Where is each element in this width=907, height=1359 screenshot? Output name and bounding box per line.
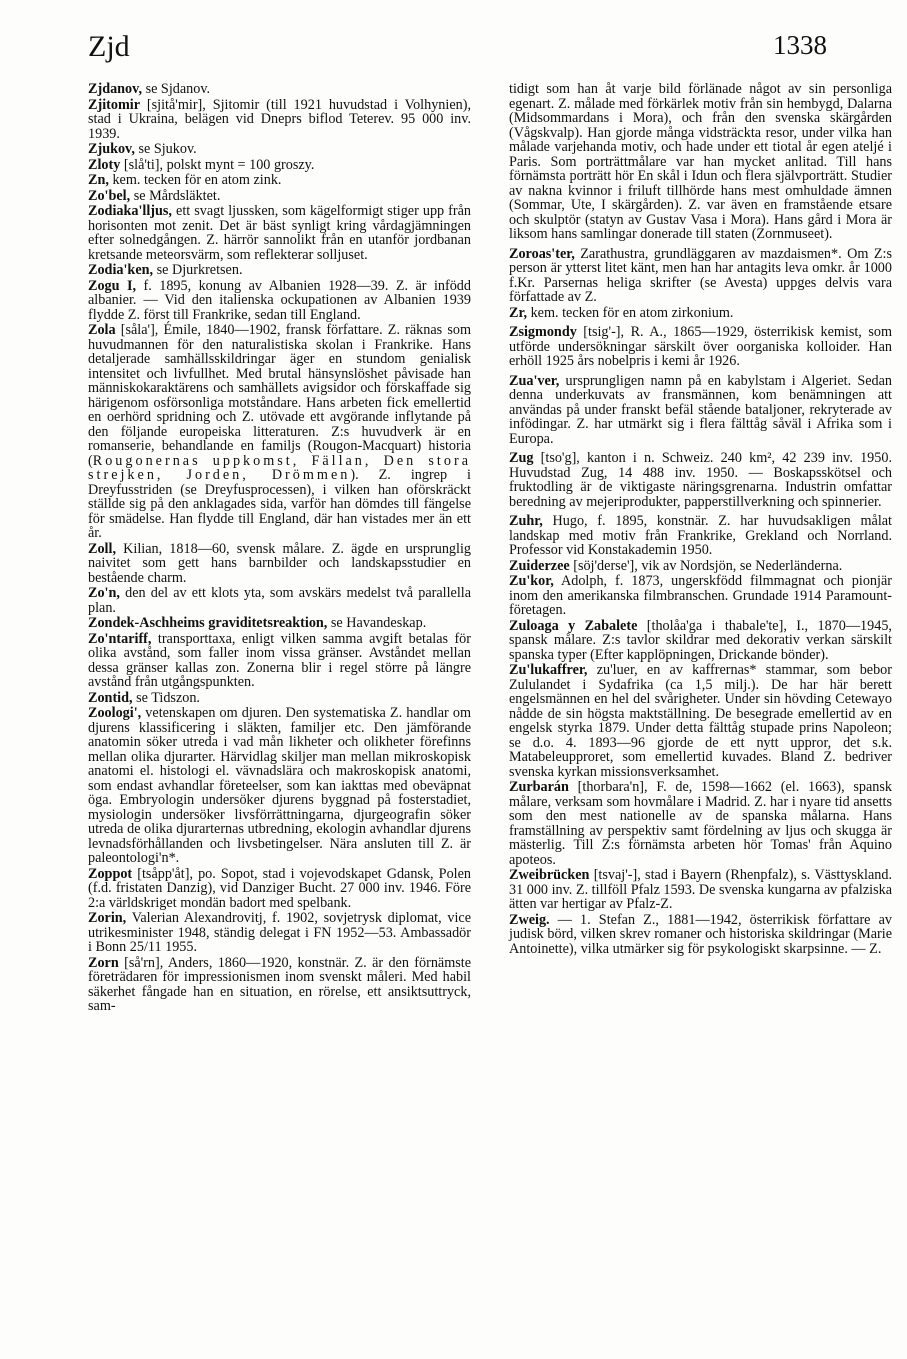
entry-text: se Sjukov. (134, 141, 197, 157)
entry-headword: Zontid, (88, 689, 133, 706)
entry-text: Hugo, f. 1895, konstnär. Z. har huvudsakligen målat landskap med motiv från Frankrike, Grekland och Norrland. Professor vid Konstakademin 1950. (509, 513, 892, 558)
dictionary-entry (509, 619, 892, 663)
dictionary-entry (509, 325, 892, 369)
dictionary-entry (88, 263, 471, 278)
entry-headword: Zola (88, 322, 116, 338)
entry-text: [tso'g], kanton i n. Schweiz. 240 km², 42 239 inv. 1950. Huvudstad Zug, 14 488 inv. 1950. — Boskapsskötsel och fruktodling är de viktigaste näringsgrenarna. Industrin omfattar beredning av mejeriprodukter, papperstillverkning och spinnerier. (509, 450, 892, 510)
entry-text: se Tidszon. (132, 689, 200, 706)
dictionary-entry (88, 158, 471, 173)
section-header: Zjd (88, 30, 130, 63)
entry-headword: Zoroas'ter, (509, 245, 575, 262)
entry-headword: Zo'n, (88, 585, 120, 601)
entry-text: [tsvaj'-], stad i Bayern (Rhenpfalz), s. Västtyskland. 31 000 inv. Z. tillföll Pfalz 1593. De svenska kungarna av pfalziska ätten var hertigar av Pfalz-Z. (509, 867, 892, 912)
dictionary-entry (509, 247, 892, 305)
entry-headword: Zr, (509, 304, 528, 321)
entry-text: ). Z. ingrep i Dreyfusstriden (se Dreyfusprocessen), i vilken han oförskräckt ställde sig på den anklagades sida, varför han dömdes till fängelse för smädelse. Han flydde till England, där han vistades mer än ett år. (88, 467, 471, 541)
dictionary-entry (509, 451, 892, 509)
entry-headword: Zloty (88, 156, 121, 173)
entry-headword: Zuloaga y Zabalete (509, 617, 638, 634)
entry-headword: Zjitomir (88, 96, 141, 113)
entry-headword: Zu'lukaffrer, (509, 662, 588, 678)
dictionary-entry (88, 616, 471, 631)
entry-emphasis: Rougonernas uppkomst, Fällan, Den stora strejken, Jorden, Drömmen (88, 452, 471, 483)
dictionary-entry (509, 913, 892, 957)
entry-headword: Zug (509, 450, 534, 466)
entry-text: [tsig'-], R. A., 1865—1929, österrikisk kemist, som utförde undersökningar särskilt över oorganiska kolloider. Han erhöll 1925 års nobelpris i kemi år 1926. (509, 324, 892, 369)
entry-headword: Zondek-Aschheims graviditetsreaktion, (88, 615, 328, 631)
dictionary-entry (88, 142, 471, 157)
entry-headword: Zjukov, (88, 141, 135, 157)
entry-headword: Zurbarán (509, 779, 569, 795)
dictionary-entry (509, 514, 892, 558)
left-column (88, 82, 471, 1015)
entry-text: kem. tecken för en atom zirkonium. (527, 304, 734, 321)
entry-text: [tsåpp'åt], po. Sopot, stad i vojevodskapet Gdansk, Polen (f.d. fristaten Danzig), vid Danziger Bucht. 27 000 inv. 1946. Före 2:a världskriget mondän badort med spelbank. (88, 865, 471, 911)
entry-headword: Zo'bel, (88, 187, 131, 204)
entry-headword: Zweig. (509, 911, 550, 928)
entry-text: kem. tecken för en atom zink. (108, 172, 282, 188)
entry-headword: Zu'kor, (509, 573, 554, 589)
dictionary-entry (88, 632, 471, 690)
dictionary-entry (88, 586, 471, 615)
dictionary-entry (88, 542, 471, 586)
dictionary-entry (509, 82, 892, 242)
dictionary-entry (88, 189, 471, 204)
entry-headword: Zsigmondy (509, 324, 577, 340)
entry-text: [slå'ti], polskt mynt = 100 groszy. (120, 156, 315, 173)
entry-headword: Zodia'ken, (88, 262, 154, 278)
dictionary-entry (509, 868, 892, 912)
dictionary-entry (509, 663, 892, 779)
dictionary-entry (88, 706, 471, 866)
dictionary-entry (88, 867, 471, 911)
entry-headword: Zorn (88, 954, 119, 971)
entry-headword: Zoppot (88, 865, 133, 882)
entry-text: Zarathustra, grundläggaren av mazdaismen*. Om Z:s person är ytterst litet känt, men han har antagits leva omkr. år 1000 f.Kr. Parsernas heliga skrifter (se Avesta) uppges delvis vara författade av Z. (509, 245, 892, 305)
entry-text: transporttaxa, enligt vilken samma avgift betalas för olika avstånd, som faller inom vissa gränser. Avståndet mellan dessa gränser kallas zon. Zonerna blir i regel större på längre avstånd från utgångspunkten. (88, 630, 471, 690)
dictionary-entry (88, 98, 471, 142)
dictionary-entry (88, 691, 471, 706)
entry-headword: Zo'ntariff, (88, 630, 152, 647)
entry-headword: Zn, (88, 172, 109, 188)
entry-text: Kilian, 1818—60, svensk målare. Z. ägde en ursprunglig naivitet som gett hans barnbilder och landskapsstudier en bestående charm. (88, 540, 471, 586)
entry-text: [så'rn], Anders, 1860—1920, konstnär. Z. är den förnämste företrädaren för impressionismen inom svenskt måleri. Med habil säkerhet fångade han en situation, en rörelse, ett ansiktsuttryck, sam- (88, 954, 471, 1014)
entry-text: Valerian Alexandrovitj, f. 1902, sovjetrysk diplomat, vice utrikesminister 1948, ständig delegat i FN 1952—53. Ambassadör i Bonn 25/11 1955. (88, 910, 471, 955)
entry-headword: Zorin, (88, 910, 127, 926)
entry-text: [såla'], Émile, 1840—1902, fransk författare. Z. räknas som huvudmannen för den naturalistiska skolan i Frankrike. Hans detaljerade samhällsskildringar äger en stundom genialisk intensitet och livfullhet. Med brutal hänsynslöshet påvisade han människokaraktärens och samhällets avigsidor och förskaffade sig härigenom osförsonliga motståndare. Hans arbeten fick emellertid en oerhörd spridning och Z. utövade ett avgörande inflytande på den följande europeiska litteraturen. Z:s huvudverk är en romanserie, behandlande en familjs (Rougon-Macquart) historia ( (88, 322, 471, 469)
dictionary-entry (509, 374, 892, 447)
entry-headword: Zuiderzee (509, 557, 570, 574)
entry-text: ursprungligen namn på en kabylstam i Algeriet. Sedan denna underkuvats av fransmännen, kom benämningen att användas på under franskt befäl stående bataljoner, rekryterade av infödingar. Z. har utmärkt sig i flera fälttåg såväl i Afrika som i Europa. (509, 372, 892, 447)
dictionary-entry (509, 559, 892, 574)
entry-text: tidigt som han åt varje bild förlänade något av sin personliga egenart. Z. målade med förkärlek motiv från sin hembygd, Dalarna (Midsommardans i Mora), och från den svenska skärgården (Vågskvalp). Han gjorde många vidsträckta resor, under vilka han målade varjehanda motiv, och hade under ett tiotal år egen ateljé i Paris. Som porträttmålare var han mycket anlitad. Till hans förnämsta porträtt hör En skål i Idun och flera självporträtt. Studier av nakna kvinnor i friluft tillhörde hans mest omhuldade ämnen (Sommar, Ute, I skärgården). Z. var även en framstående etsare och skulptör (statyn av Gustav Vasa i Mora). Hans gård i Mora är liksom hans samlingar donerade till staten (Zornmuseet). (509, 81, 892, 242)
entry-text: Adolph, f. 1873, ungerskfödd filmmagnat och pionjär inom den amerikanska filmbranschen. Grundade 1914 Paramount-företagen. (509, 573, 892, 618)
entry-text: f. 1895, konung av Albanien 1928—39. Z. är infödd albanier. — Vid den italienska ockupationen av Albanien 1939 flydde Z. först till Frankrike, sedan till England. (88, 277, 471, 323)
entry-headword: Zoll, (88, 540, 116, 557)
dictionary-entry (509, 574, 892, 618)
dictionary-entry (88, 956, 471, 1014)
dictionary-entry (509, 780, 892, 867)
right-column (509, 82, 892, 957)
entry-text: se Mårdsläktet. (130, 187, 221, 204)
entry-text: [sjitå'mir], Sjitomir (till 1921 huvudstad i Volhynien), stad i Ukraina, belägen vid Dneprs biflod Teterev. 95 000 inv. 1939. (88, 96, 471, 142)
entry-text: [söj'derse'], vik av Nordsjön, se Nederländerna. (569, 557, 843, 574)
page-number: 1338 (773, 30, 827, 60)
entry-text: ett svagt ljussken, som kägelformigt stiger upp från horisonten mot zenit. Det är bäst synligt kring vårdagjämningen efter solnedgången. Z. härrör sannolikt från en utanför jordbanan kretsande meteorsvärm, som reflekterar solljuset. (88, 203, 471, 263)
entry-headword: Zodiaka'lljus, (88, 203, 172, 219)
dictionary-entry (88, 82, 471, 97)
entry-text: [tholåa'ga i thabale'te], I., 1870—1945, spansk målare. Z:s tavlor skildrar med dekorativ verkan särskilt spanska typer (Efter kapplöpningen, Drickande bönder). (509, 617, 892, 663)
entry-text: se Sjdanov. (142, 81, 211, 97)
entry-headword: Zweibrücken (509, 867, 590, 883)
dictionary-entry (88, 323, 471, 541)
entry-text: se Djurkretsen. (153, 262, 243, 278)
entry-text: [thorbara'n], F. de, 1598—1662 (el. 1663), spansk målare, verksam som hovmålare i Madrid. Z. har i nyare tid ansetts som den mest nationelle av de spanska målarna. Hans framställning av perspektiv samt fördelning av ljus och skugga är mästerlig. Till Z:s förnämsta arbeten hör Tomas' från Aquino apoteos. (509, 779, 892, 868)
dictionary-entry (88, 173, 471, 188)
dictionary-entry (88, 204, 471, 262)
entry-text: zu'luer, en av kaffrernas* stammar, som bebor Zululandet i Sydafrika (ca 1,5 milj.). De har här berett engelsmännen en hel del svårigheter. Under sin hövding Cetewayo nådde de sin högsta maktställning. De besegrade emellertid av en engelsk styrka 1879. Under detta fälttåg stupade prins Napoleon; se d.o. 4. 1893—96 gjorde de ett nytt uppror, det s.k. Matabeleupproret, som emellertid kuvades. Bland Z. bedriver svenska kyrkan missionsverksamhet. (509, 662, 892, 780)
dictionary-entry (88, 279, 471, 323)
entry-text: den del av ett klots yta, som avskärs medelst två parallella plan. (88, 585, 471, 616)
entry-text: — 1. Stefan Z., 1881—1942, österrikisk författare av judisk börd, vilken skrev romaner och historiska skildringar (Marie Antoinette), vilka utmärker sig för psykologiskt skarpsinne. — Z. (509, 911, 892, 957)
entry-text: vetenskapen om djuren. Den systematiska Z. handlar om djurens klassificering i släkten, familjer etc. Den jämförande anatomin söker utreda i vad mån likheter och olikheter förefinns mellan olika djurarter. Härvidlag skiljer man mellan mikroskopisk anatomi el. histologi el. vävnadslära och makroskopisk anatomi, som endast avhandlar företeelser, som kan iakttas med obeväpnat öga. Embryologin undersöker djurens byggnad på fosterstadiet, mysiologin undersöker livsförrättningarna, djurgeografin söker utreda de olika djurarternas utbredning, ekologin avhandlar djurens levnadsförhållanden och livsbetingelser. Nära ansluten till Z. är paleontologi'n*. (88, 705, 471, 866)
entry-headword: Zuhr, (509, 513, 543, 529)
entry-headword: Zua'ver, (509, 372, 560, 389)
entry-headword: Zjdanov, (88, 81, 143, 97)
entry-headword: Zoologi', (88, 705, 142, 721)
dictionary-entry (88, 911, 471, 955)
entry-text: se Havandeskap. (327, 615, 427, 631)
entry-headword: Zogu I, (88, 277, 137, 294)
dictionary-entry (509, 306, 892, 321)
